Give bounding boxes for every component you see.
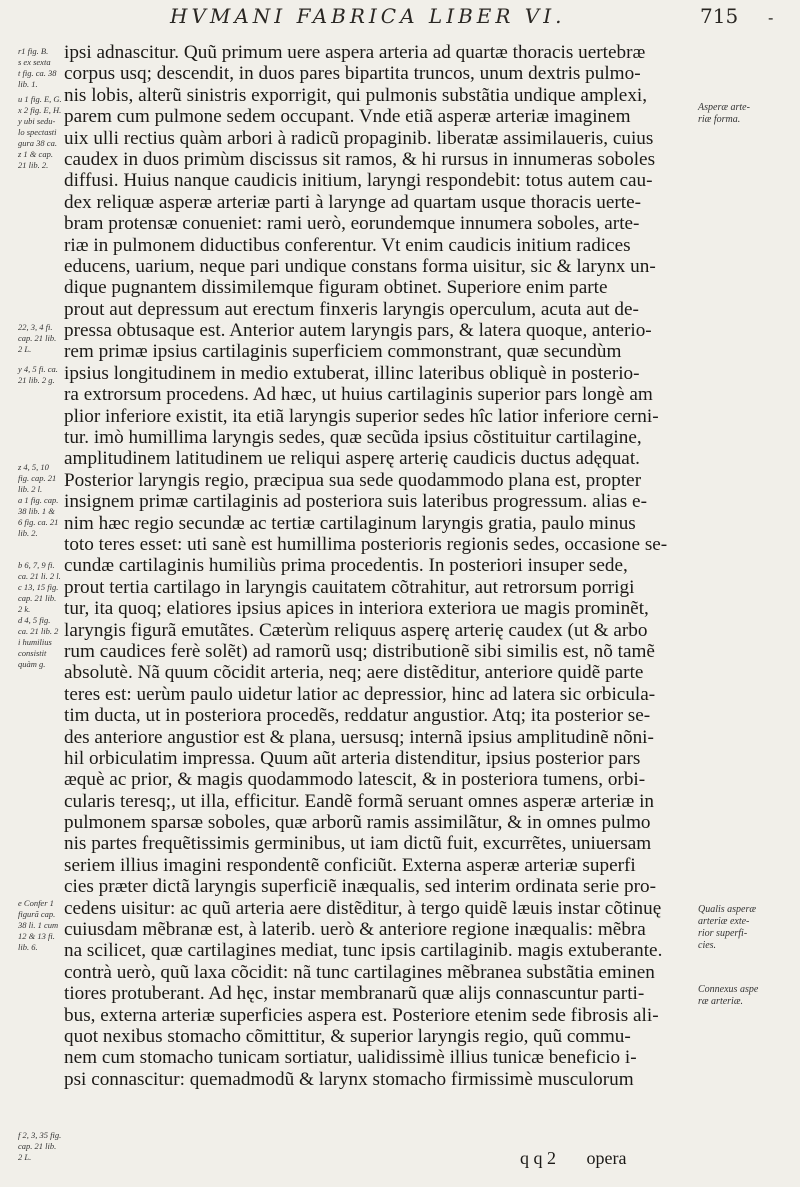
margin-note-line: figurã cap. — [18, 909, 56, 919]
text-line: prout aut depressum aut erectum finxeris laryngis operculum, acuta aut de- — [64, 298, 639, 320]
margin-note-line: lib. 2 l. — [18, 484, 43, 494]
text-line: Posterior laryngis regio, præcipua sua sede quodammodo plana est, propter — [64, 469, 642, 491]
text-line: nis lobis, alterũ sinistris exporrigit, qui pulmonis substãtia undique amplexi, — [64, 84, 648, 106]
margin-note-line: lib. 6. — [18, 942, 38, 952]
margin-note-line: arteriæ exte- — [698, 916, 750, 927]
margin-note-line: 38 li. 1 cum — [18, 920, 59, 930]
margin-note-line: 2 L. — [18, 1152, 32, 1162]
margin-note-line: cap. 21 lib. — [18, 593, 57, 603]
margin-note-line: lib. 1. — [18, 79, 38, 89]
text-line: hil orbiculatim impressa. Quum aũt arteria distenditur, ipsius posterior pars — [64, 747, 641, 769]
margin-note-line: d 4, 5 fig. — [18, 615, 51, 625]
text-line: nem cum stomacho tunicam sortiatur, ualidissimè illius tunicæ beneficio i- — [64, 1047, 637, 1069]
margin-note-line: quàm g. — [18, 659, 46, 669]
text-line: cundæ cartilaginis humiliùs prima procedentis. In posteriori insuper sede, — [64, 555, 628, 577]
margin-note — [18, 1130, 64, 1163]
margin-note-line: cap. 21 lib. — [18, 333, 57, 343]
margin-note-line: x 2 fig. E, H. — [18, 105, 62, 115]
margin-note — [18, 46, 64, 90]
text-line: dique pugnantem dissimilemque figuram obtinet. Superiore enim parte — [64, 277, 608, 299]
margin-note-line: c 13, 15 fig. — [18, 582, 59, 592]
page-mark: - — [768, 8, 774, 27]
text-line: pressa obtusaque est. Anterior autem laryngis pars, & latera quoque, anterio- — [64, 320, 652, 342]
margin-note-line: gura 38 ca. — [18, 138, 57, 148]
text-line: æquè ac prior, & magis quodammodo latescit, & in posteriora tumens, orbi- — [64, 769, 646, 791]
text-line: cies præter dictã laryngis superficiẽ inæqualis, sed interim ordinata serie pro- — [64, 876, 656, 898]
catchword: opera — [586, 1148, 627, 1168]
text-line: pulmonem sparsæ soboles, quæ arborũ ramis assimilãtur, & in omnes pulmo — [64, 812, 651, 834]
margin-note-line: 22, 3, 4 fi. — [18, 322, 53, 332]
margin-note-line: z 4, 5, 10 — [18, 462, 49, 472]
text-line: nim hæc regio secundæ ac tertiæ cartilaginum laryngis gratia, paulo minus — [64, 512, 636, 534]
text-line: insignem primæ cartilaginis ad posteriora suis lateribus progressum. alias e- — [64, 491, 647, 513]
margin-note-line: consistit — [18, 648, 47, 658]
text-line: psi connascitur: quemadmodũ & larynx stomacho firmissimè musculorum — [64, 1068, 634, 1090]
text-line: plior inferiore existit, ita etiã laryngis superior sedes hîc latior inferiore cerni- — [64, 405, 659, 427]
text-line: prout tertia cartilago in laryngis cauitatem cõtrahitur, aut retrorsum porrigi — [64, 576, 635, 598]
text-line: tiores protuberant. Ad hęc, instar membranarũ quæ alijs connascuntur parti- — [64, 983, 645, 1005]
margin-note-line: rior superfi- — [698, 928, 748, 939]
text-line: dex reliquæ asperæ arteriæ parti à larynge ad quartam usque thoracis uerte- — [64, 191, 642, 213]
text-line: des anteriore angustior est & plana, uersusq; internã ipsius amplitudinẽ nõni- — [64, 726, 654, 748]
margin-note-line: 6 fig. ca. 21 — [18, 517, 59, 527]
margin-note-line: Qualis asperæ — [698, 904, 757, 915]
margin-note-line: 2 L. — [18, 344, 32, 354]
margin-note — [18, 560, 64, 670]
main-text-block — [64, 42, 692, 1090]
margin-note-line: s ex sexta — [18, 57, 51, 67]
margin-note-line: riæ forma. — [698, 114, 741, 125]
margin-note-line: lib. 2. — [18, 528, 38, 538]
margin-note-line: u 1 fig. E, G. — [18, 94, 62, 104]
margin-note-line: y ubi sedu- — [18, 116, 56, 126]
margin-note-line: z 1 & cap. — [18, 149, 53, 159]
text-line: laryngis figurã emutãtes. Cæterùm reliquus asperę arterię caudex (ut & arbo — [64, 619, 648, 641]
text-line: bus, externa arteriæ superficies aspera est. Posteriore etenim sede fibrosis ali- — [64, 1004, 659, 1026]
text-line: tim ducta, ut in posteriora procedẽs, reddatur angustior. Atq; ita posterior se- — [64, 705, 651, 727]
margin-note-line: b 6, 7, 9 fi. — [18, 560, 55, 570]
text-line: seriem illius imagini respondentẽ conficiũt. Externa asperæ arteriæ superfi — [64, 854, 636, 876]
margin-note-line: y 4, 5 fi. ca. — [18, 364, 58, 374]
margin-note-line: e Confer 1 — [18, 898, 54, 908]
margin-note-line: ca. 21 li. 2 l. — [18, 571, 61, 581]
margin-note-line: 21 lib. 2 g. — [18, 375, 55, 385]
margin-note-line: 21 lib. 2. — [18, 160, 49, 170]
text-line: ipsi adnascitur. Quũ primum uere aspera arteria ad quartæ thoracis uertebræ — [64, 42, 646, 63]
margin-note-line: 12 & 13 fi. — [18, 931, 55, 941]
text-line: toto teres esset: uti sanè est humillima posterioris regionis sedes, occasione se- — [64, 533, 668, 555]
text-line: contrà uerò, quũ laxa cõcidit: nã tunc cartilagines mẽbranea substãtia eminen — [64, 961, 655, 983]
margin-note — [698, 904, 798, 952]
margin-note-line: r1 fig. B. — [18, 46, 49, 56]
text-line: nis partes frequẽtissimis germinibus, ut iam dictũ fuit, excurrẽtes, uniuersam — [64, 833, 652, 855]
margin-note-line: Connexus aspe — [698, 984, 759, 995]
text-line: tur, ita quoq; elatiores ipsius apices in interiora exteriora ue magis prominẽt, — [64, 598, 649, 620]
page-number: 715 — [700, 4, 739, 28]
text-line: cularis teresq;, ut illa, efficitur. Eandẽ formã seruant omnes asperæ arteriæ in — [64, 790, 654, 812]
margin-note — [698, 102, 798, 126]
text-line: bram protensæ conueniet: rami uerò, eorundemque innumera soboles, arte- — [64, 213, 640, 235]
running-title: HVMANI FABRICA LIBER VI. — [170, 4, 566, 28]
margin-note-line: 2 k. — [18, 604, 31, 614]
text-line: caudex in duos primùm discissus sit ramos, & hi rursus in innumeras soboles — [64, 148, 656, 170]
text-line: ipsius longitudinem in medio extuberat, illinc lateribus obliquè in posterio- — [64, 362, 640, 384]
text-line: uix ulli rectius quàm arbori à radicũ propaginib. liberatæ assimilaueris, cuius — [64, 127, 654, 149]
text-line: tur. imò humillima laryngis sedes, quæ secũda ipsius cõstituitur cartilagine, — [64, 427, 642, 449]
margin-note — [698, 984, 798, 1008]
text-line: cedens uisitur: ac quũ arteria aere distẽditur, à tergo quidẽ læuis instar cõtinuę — [64, 897, 662, 919]
margin-note-line: i humilius — [18, 637, 52, 647]
text-line: cuiusdam mẽbranæ est, à laterib. uerò & anteriore regione inæqualis: mẽbra — [64, 919, 646, 941]
margin-note — [18, 322, 64, 355]
text-line: rum caudices ferè solẽt) ad ramorũ usq; distributionẽ sibi similis est, nõ tamẽ — [64, 640, 655, 662]
text-line: parem cum pulmone sedem occupant. Vnde etiã asperæ arteriæ imaginem — [64, 106, 631, 128]
text-line: corpus usq; descendit, in duos pares bipartita truncos, unum dextris pulmo- — [64, 63, 641, 85]
margin-note-line: lo spectasti — [18, 127, 57, 137]
text-line: absolutè. Nã quum cõcidit arteria, neq; aere distẽditur, anteriore quidẽ parte — [64, 662, 644, 684]
margin-note-line: t fig. ca. 38 — [18, 68, 57, 78]
margin-note-line: cap. 21 lib. — [18, 1141, 57, 1151]
margin-note-line: a 1 fig. cap. — [18, 495, 59, 505]
text-line: teres est: uerùm paulo uidetur latior ac depressior, hinc ad latera sic orbicula- — [64, 683, 656, 705]
text-line: rem primæ ipsius cartilaginis superficiem commonstrant, quæ secundùm — [64, 341, 622, 363]
margin-note-line: cies. — [698, 940, 717, 951]
signature-mark: q q 2 — [520, 1148, 556, 1168]
margin-note — [18, 94, 64, 171]
text-line: ra extrorsum procedens. Ad hæc, ut huius cartilaginis superior pars longè am — [64, 384, 653, 406]
margin-note-line: Asperæ arte- — [698, 102, 750, 113]
margin-note-line: 38 lib. 1 & — [18, 506, 55, 516]
margin-note-line: f 2, 3, 35 fig. — [18, 1130, 62, 1140]
text-line: diffusi. Huius nanque caudicis initium, laryngi respondebit: totus autem cau- — [64, 170, 653, 192]
margin-note-line: fig. cap. 21 — [18, 473, 57, 483]
margin-note-line: ræ arteriæ. — [698, 996, 744, 1007]
margin-note — [18, 898, 64, 953]
text-line: na scilicet, quæ cartilagines mediat, tunc ipsis cartilaginib. magis extuberante. — [64, 940, 663, 962]
text-line: riæ in pulmonem diductibus conferentur. Vt enim caudicis initium radices — [64, 234, 631, 256]
margin-note — [18, 364, 64, 386]
text-line: educens, uarium, neque pari undique constans forma uisitur, sic & larynx un- — [64, 255, 656, 277]
catchword-line — [520, 1148, 652, 1169]
text-line: amplitudinem latitudinem ue reliqui asperę arterię caudicis ductus adęquat. — [64, 448, 640, 470]
margin-note — [18, 462, 64, 539]
margin-note-line: ca. 21 lib. 2 — [18, 626, 59, 636]
text-line: quot nexibus stomacho cõmittitur, & superior laryngis regio, quũ commu- — [64, 1025, 631, 1047]
